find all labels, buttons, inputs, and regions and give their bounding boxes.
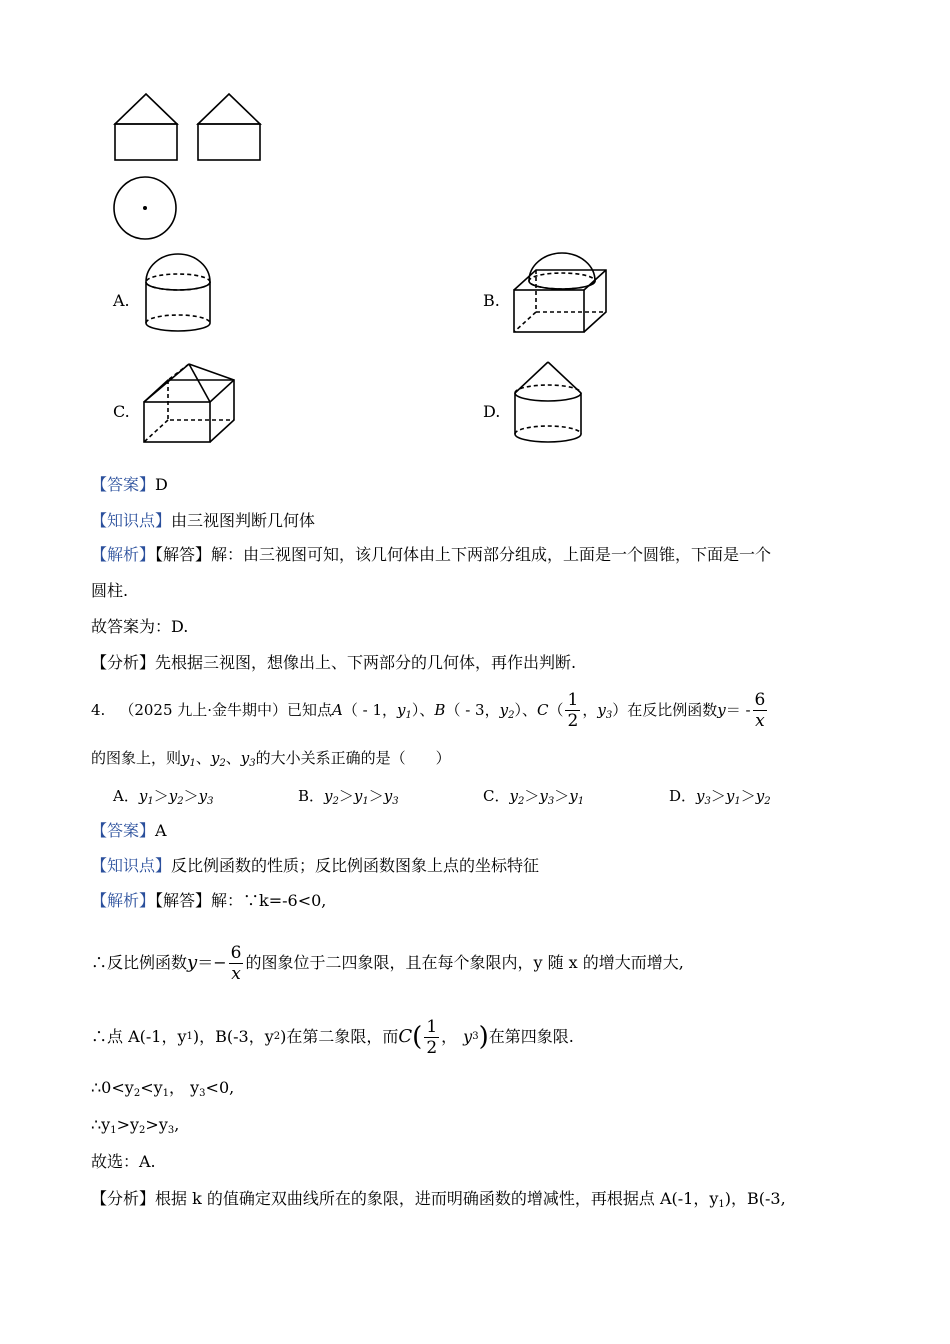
side-view-figure <box>197 92 267 164</box>
comma: ， <box>582 701 598 719</box>
review-tag: 【分析】 <box>91 1189 156 1208</box>
knowledge-text: 由三视图判断几何体 <box>171 511 316 530</box>
review-tag: 【分析】 <box>91 653 156 672</box>
review-text: 根据 k 的值确定双曲线所在的象限，进而明确函数的增减性，再根据点 A(-1，y <box>155 1189 719 1208</box>
y1: $y_1$ <box>181 749 196 769</box>
q4-option-b[interactable]: B．$y_2>y_1>y_3$ <box>298 787 399 807</box>
half-fraction: $\frac{1}{2}$ <box>426 1016 438 1058</box>
q4-analysis-line3: ∴点 A(-1，y 1 )，B(-3，y 2 )在第二象限，而 C ( $\frac{1}{2}$ ， y 3 ) 在第四象限. <box>91 1016 574 1058</box>
review-text: 先根据三视图，想像出上、下两部分的几何体，再作出判断. <box>155 653 577 672</box>
y2: $y_2$ <box>210 749 226 769</box>
q4-analysis-line2: ∴反比例函数 y ＝− $\frac{6}{x}$ 的图象位于二四象限，且在每个象限内，y 随 x 的增大而增大, <box>91 942 684 984</box>
q4-option-a[interactable]: A．$y_1>y_2>y_3$ <box>113 787 214 807</box>
q3-option-c-label[interactable]: C. <box>113 402 130 421</box>
sep: ）、 <box>411 701 435 719</box>
hemisphere-on-cube-figure[interactable] <box>512 250 612 336</box>
point-b-name: B <box>434 701 446 719</box>
open-paren: （ <box>548 701 564 719</box>
equals-minus: ＝ - <box>725 701 751 719</box>
stem-text: 已知点 <box>287 701 333 719</box>
analysis-text: 【解答】解：∵k=-6<0, <box>155 891 327 910</box>
answer-value: D <box>155 475 168 494</box>
q4-stem-line2: 的图象上，则$y_1$、$y_2$、$y_3$的大小关系正确的是（ ） <box>91 749 451 769</box>
point-a-coords: （ - 1， <box>342 701 398 719</box>
front-view-figure <box>113 92 183 164</box>
q3-review <box>91 653 576 673</box>
point-b-coords: （ - 3， <box>445 701 500 719</box>
pyramid-on-cuboid-figure[interactable] <box>142 362 238 446</box>
knowledge-text: 反比例函数的性质；反比例函数图象上点的坐标特征 <box>171 856 540 875</box>
answer-tag: 【答案】 <box>91 821 156 840</box>
q4-knowledge <box>91 856 539 876</box>
y3: $y_3$ <box>240 749 256 769</box>
six-over-x-fraction: $\frac{6}{x}$ <box>230 942 242 984</box>
question-number: 4. <box>91 701 106 719</box>
six-over-x-fraction: $\frac{6}{x}$ <box>754 689 766 731</box>
sep: ）、 <box>514 701 537 719</box>
analysis-text: 【解答】解：由三视图可知，该几何体由上下两部分组成，上面是一个圆锥，下面是一个 <box>155 545 772 564</box>
question-source: （2025 九上·金牛期中） <box>119 701 288 719</box>
knowledge-tag: 【知识点】 <box>91 511 172 530</box>
cone-on-cylinder-figure[interactable] <box>513 360 585 446</box>
q3-knowledge <box>91 511 315 531</box>
point-a-name: A <box>332 701 343 719</box>
q4-analysis <box>91 891 326 911</box>
point-c-name: C <box>536 701 549 719</box>
q3-analysis-line2: 圆柱. <box>91 581 129 600</box>
analysis-tag: 【解析】 <box>91 891 156 910</box>
answer-tag: 【答案】 <box>91 475 156 494</box>
q4-option-d[interactable]: D．$y_3>y_1>y_2$ <box>669 787 771 807</box>
stem-text: ）在反比例函数 <box>612 701 718 719</box>
half-fraction: $\frac{1}{2}$ <box>567 689 579 731</box>
q3-option-a-label[interactable]: A. <box>113 291 130 310</box>
hemisphere-on-cylinder-figure[interactable] <box>143 253 215 335</box>
analysis-tag: 【解析】 <box>91 545 156 564</box>
y2: $y_2$ <box>499 701 515 721</box>
q4-answer <box>91 821 167 841</box>
y1: $y_1$ <box>397 701 412 721</box>
knowledge-tag: 【知识点】 <box>91 856 172 875</box>
q4-analysis-line5: $\therefore y_1>y_2>y_3$, <box>91 1115 180 1136</box>
function-y: y <box>717 701 726 719</box>
top-view-figure <box>113 176 179 242</box>
q4-review: 【分析】根据 k 的值确定双曲线所在的象限，进而明确函数的增减性，再根据点 A(-1，$y_1$)，B(-3, <box>91 1189 786 1210</box>
q4-conclusion: 故选：A. <box>91 1152 156 1171</box>
y3: $y_3$ <box>597 701 613 721</box>
q3-answer <box>91 475 168 495</box>
q3-option-d-label[interactable]: D. <box>483 402 501 421</box>
q3-conclusion: 故答案为：D. <box>91 617 189 636</box>
q4-option-c[interactable]: C．$y_2>y_3>y_1$ <box>483 787 585 807</box>
q3-option-b-label[interactable]: B. <box>483 291 500 310</box>
q4-analysis-line4: $\therefore 0<y_2<y_1$， $y_3<0$, <box>91 1078 235 1099</box>
q3-analysis <box>91 545 771 565</box>
answer-value: A <box>155 821 167 840</box>
q4-stem-line1 <box>91 688 769 732</box>
